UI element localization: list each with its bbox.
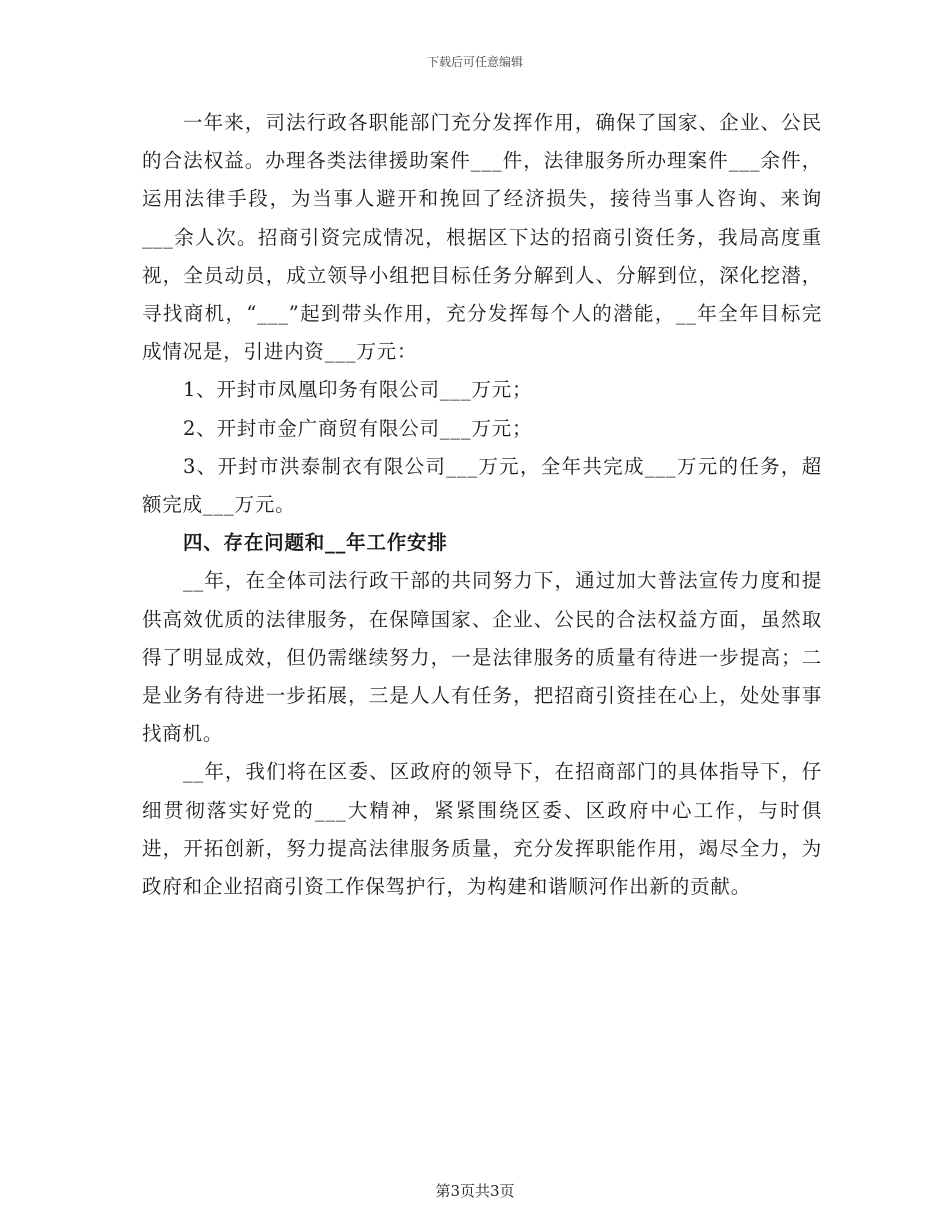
page-header: 下载后可任意编辑 [426,55,523,69]
document-body [142,104,822,906]
list-item-company-2: 2、开封市金广商贸有限公司___万元； [182,416,533,440]
page-number: 第3页共3页 [435,1182,515,1200]
paragraph-summary: 一年来，司法行政各职能部门充分发挥作用，确保了国家、企业、公民的合法权益。办理各类法律援助案件___件，法律服务所办理案件___余件，运用法律手段，为当事人避开和挽回了经济损失，接待当事人咨询、来询___余人次。招商引资完成情况，根据区下达的招商引资任务，我局高度重视，全员动员，成立领导小组把目标任务分解到人、分解到位，深化挖潜，寻找商机，“___”起到带头作用，充分发挥每个人的潜能，__年全年目标完成情况是，引进内资___万元： [142,111,822,364]
list-item-company-3: 3、开封市洪泰制衣有限公司___万元，全年共完成___万元的任务，超额完成___万元。 [142,454,822,517]
section-heading: 四、存在问题和__年工作安排 [182,531,448,555]
list-item-company-1: 1、开封市凤凰印务有限公司___万元； [182,378,533,402]
paragraph-problems: __年，在全体司法行政干部的共同努力下，通过加大普法宣传力度和提供高效优质的法律服务，在保障国家、企业、公民的合法权益方面，虽然取得了明显成效，但仍需继续努力，一是法律服务的质量有待进一步提高；二是业务有待进一步拓展，三是人人有任务，把招商引资挂在心上，处处事事找商机。 [142,569,822,746]
paragraph-plans: __年，我们将在区委、区政府的领导下，在招商部门的具体指导下，仔细贯彻落实好党的___大精神，紧紧围绕区委、区政府中心工作，与时俱进，开拓创新，努力提高法律服务质量，充分发挥职能作用，竭尽全力，为政府和企业招商引资工作保驾护行，为构建和谐顺河作出新的贡献。 [142,760,822,899]
